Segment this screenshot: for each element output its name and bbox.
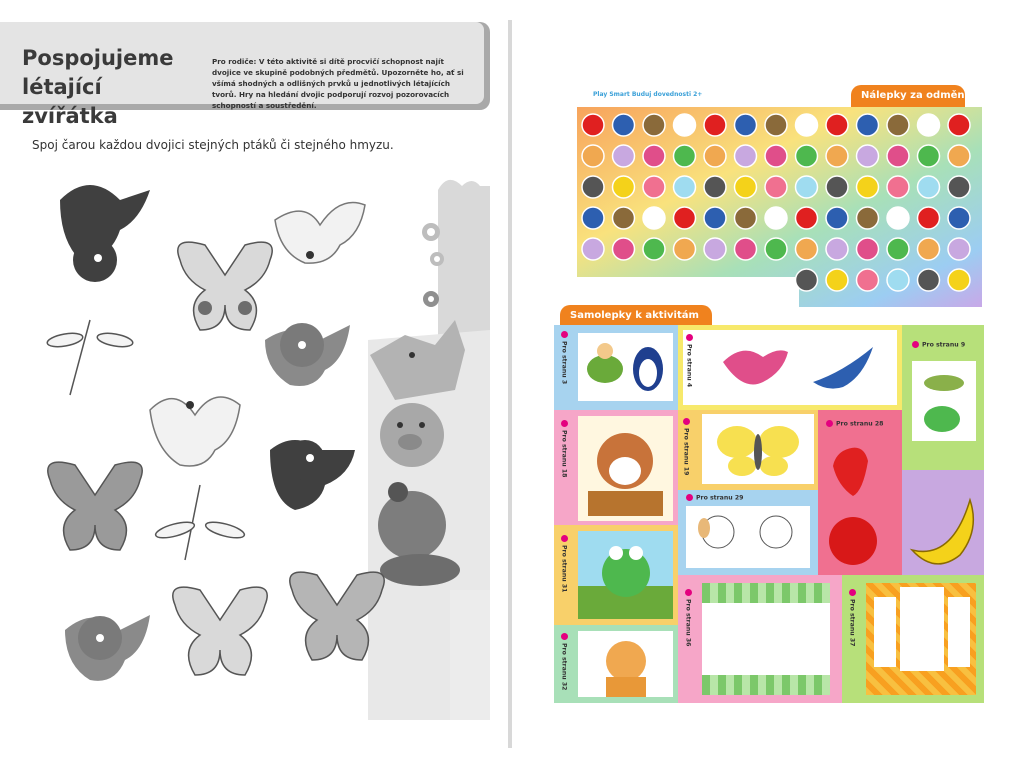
page-title (22, 44, 202, 131)
reward-sticker (796, 145, 818, 167)
parent-note (212, 56, 466, 111)
parent-note-label: Pro rodiče: (212, 57, 257, 66)
reward-sticker (826, 145, 848, 167)
fruit-stickers (818, 436, 902, 576)
section-page-4 (678, 325, 902, 410)
frog-sticker (578, 531, 673, 619)
reward-sticker (674, 238, 696, 260)
reward-sticker (918, 145, 940, 167)
reward-sticker (765, 145, 787, 167)
gray-bird-icon (265, 323, 350, 386)
reward-sticker (674, 207, 696, 229)
magenta-dot (826, 420, 833, 427)
reward-sticker (613, 176, 635, 198)
reward-sticker (857, 145, 879, 167)
reward-sticker (948, 238, 970, 260)
strawberry-icon (833, 448, 868, 496)
rewards-tab: Nálepky za odměnu (851, 85, 965, 107)
butterfly-icon (178, 242, 272, 330)
grasshopper-frog-stickers (912, 361, 976, 441)
reward-sticker (918, 238, 940, 260)
reward-sticker (613, 238, 635, 260)
magenta-dot (561, 633, 568, 640)
reward-sticker (918, 269, 940, 291)
magenta-dot (561, 420, 568, 427)
reward-sticker (765, 207, 787, 229)
section-label: Pro stranu 29 (686, 494, 743, 502)
reward-sticker (765, 238, 787, 260)
sticker-card (578, 333, 673, 401)
section-label: Pro stranu 37 (849, 589, 857, 646)
magenta-dot (849, 589, 856, 596)
reward-sticker (796, 176, 818, 198)
page-title-line1: Pospojujeme (22, 46, 174, 70)
puppy-icon (698, 516, 734, 548)
black-bird-icon (270, 440, 355, 510)
sticker-card (578, 531, 673, 619)
squirrel-icon (606, 641, 646, 697)
section-label: Pro stranu 19 (683, 418, 691, 475)
white-bird-icon (150, 397, 240, 466)
section-label: Pro stranu 18 (561, 420, 569, 477)
reward-sticker (948, 145, 970, 167)
reward-sticker (826, 269, 848, 291)
yellow-butterfly-icon (717, 426, 799, 476)
section-label: Pro stranu 32 (561, 633, 569, 690)
white-frame-center (900, 587, 944, 671)
reward-stickers-panel (577, 107, 982, 307)
birds-stickers (703, 332, 903, 402)
activities-tab: Samolepky k aktivitám (560, 305, 712, 327)
kitten-icon (760, 516, 792, 548)
magenta-dot (912, 341, 919, 348)
magenta-dot (683, 418, 690, 425)
penguin-icon (633, 347, 663, 391)
turtle-icon (587, 343, 623, 383)
reward-sticker (887, 238, 909, 260)
reward-sticker (826, 114, 848, 136)
series-label: Play Smart Buduj dovednosti 2+ (593, 91, 703, 98)
reward-sticker (613, 145, 635, 167)
reward-sticker (582, 207, 604, 229)
section-page-9 (902, 325, 984, 470)
reward-sticker (704, 207, 726, 229)
section-label: Pro stranu 4 (686, 334, 694, 387)
reward-sticker (887, 269, 909, 291)
reward-sticker (643, 145, 665, 167)
banana-sticker (902, 470, 984, 575)
reward-sticker (948, 176, 970, 198)
reward-sticker (826, 176, 848, 198)
reward-sticker (887, 176, 909, 198)
white-bird-icon (275, 203, 365, 264)
book-spine (508, 20, 512, 748)
reward-sticker (613, 207, 635, 229)
reward-sticker (735, 238, 757, 260)
butterfly-sticker (702, 414, 814, 484)
reward-sticker (857, 238, 879, 260)
reward-sticker (643, 114, 665, 136)
hamster-sticker (578, 416, 673, 521)
reward-sticker (704, 238, 726, 260)
pig-icon (380, 403, 444, 467)
black-bird-icon (60, 185, 150, 282)
reward-sticker (887, 145, 909, 167)
reward-sticker (643, 238, 665, 260)
butterfly-icon (173, 587, 267, 675)
activity-stickers-area (554, 325, 984, 705)
section-page-3 (554, 325, 678, 410)
reward-sticker (582, 145, 604, 167)
puppy-kitten-stickers (686, 506, 810, 568)
section-page-28-right (902, 470, 984, 575)
section-label: Pro stranu 3 (561, 331, 569, 384)
sticker-card (702, 414, 814, 484)
reward-sticker (796, 269, 818, 291)
reward-sticker (704, 145, 726, 167)
dragonfly-icon (154, 485, 246, 560)
reward-sticker (704, 176, 726, 198)
reward-sticker (582, 176, 604, 198)
reward-sticker (613, 114, 635, 136)
reward-sticker (826, 238, 848, 260)
reward-sticker (735, 145, 757, 167)
section-page-18 (554, 410, 678, 525)
swallow-icon (813, 347, 873, 389)
reward-sticker (643, 207, 665, 229)
reward-sticker (674, 145, 696, 167)
section-page-31 (554, 525, 678, 625)
reward-sticker (826, 207, 848, 229)
reward-sticker (948, 269, 970, 291)
sticker-card (912, 361, 976, 441)
magenta-dot (686, 494, 693, 501)
section-page-36 (678, 575, 842, 703)
reward-sticker (857, 176, 879, 198)
instruction-text: Spoj čarou každou dvojici stejných ptáků či stejného hmyzu. (32, 138, 394, 152)
white-frame-right (948, 597, 970, 667)
reward-sticker (887, 207, 909, 229)
grasshopper-icon (924, 375, 964, 391)
banana-icon (912, 500, 973, 564)
reward-sticker (796, 238, 818, 260)
sticker-card (866, 583, 976, 695)
sticker-card (702, 583, 830, 695)
reward-sticker (796, 114, 818, 136)
reward-sticker (765, 114, 787, 136)
section-label: Pro stranu 28 (826, 420, 883, 428)
green-border-bottom (702, 675, 830, 695)
reward-sticker (674, 176, 696, 198)
reward-sticker (948, 207, 970, 229)
reward-sticker (948, 114, 970, 136)
magenta-dot (561, 331, 568, 338)
reward-sticker (704, 114, 726, 136)
reward-sticker (796, 207, 818, 229)
frog-icon (578, 546, 673, 619)
dragonfly-icon (46, 320, 134, 395)
parent-note-text: V této aktivitě si dítě procvičí schopnost najít dvojice ve skupině podobných předmětů. Upozorněte ho, ať si všímá shodných a odlišných prvků u jednotlivých létajících tvorů. Hry na hledání dvojic podporují rozvoj pozorovacích schopností a soustředění. (212, 57, 464, 110)
magenta-dot (686, 334, 693, 341)
reward-sticker (735, 114, 757, 136)
section-page-19 (678, 410, 818, 490)
reward-sticker (582, 114, 604, 136)
sticker-card (686, 506, 810, 568)
gray-bird-icon (65, 615, 150, 681)
reward-sticker (765, 176, 787, 198)
section-label: Pro stranu 9 (912, 341, 965, 349)
apple-icon (829, 517, 877, 565)
section-page-28 (818, 410, 902, 575)
pink-bird-icon (723, 350, 788, 384)
butterfly-icon (48, 462, 142, 550)
white-frame-left (874, 597, 896, 667)
reward-sticker (643, 176, 665, 198)
reward-sticker (674, 114, 696, 136)
reward-sticker (735, 176, 757, 198)
reward-sticker (857, 114, 879, 136)
section-page-32 (554, 625, 678, 703)
section-page-37 (842, 575, 984, 703)
reward-sticker (887, 114, 909, 136)
matching-illustration (30, 160, 490, 720)
right-page (514, 0, 1024, 768)
section-page-29 (678, 490, 818, 575)
turtle-penguin-stickers (578, 333, 673, 401)
frog-icon (924, 406, 960, 432)
magenta-dot (561, 535, 568, 542)
reward-sticker (857, 207, 879, 229)
reward-sticker (735, 207, 757, 229)
scenery (368, 180, 490, 720)
page-title-line2: létající zvířátka (22, 75, 118, 128)
reward-sticker (918, 207, 940, 229)
reward-sticker (582, 238, 604, 260)
sticker-card (578, 416, 673, 521)
section-label: Pro stranu 36 (685, 589, 693, 646)
magenta-dot (685, 589, 692, 596)
section-label: Pro stranu 31 (561, 535, 569, 592)
reward-sticker (857, 269, 879, 291)
reward-sticker (918, 176, 940, 198)
squirrel-sticker (578, 631, 673, 697)
green-border-top (702, 583, 830, 603)
reward-sticker (918, 114, 940, 136)
hamster-icon (588, 433, 663, 516)
sticker-card (578, 631, 673, 697)
